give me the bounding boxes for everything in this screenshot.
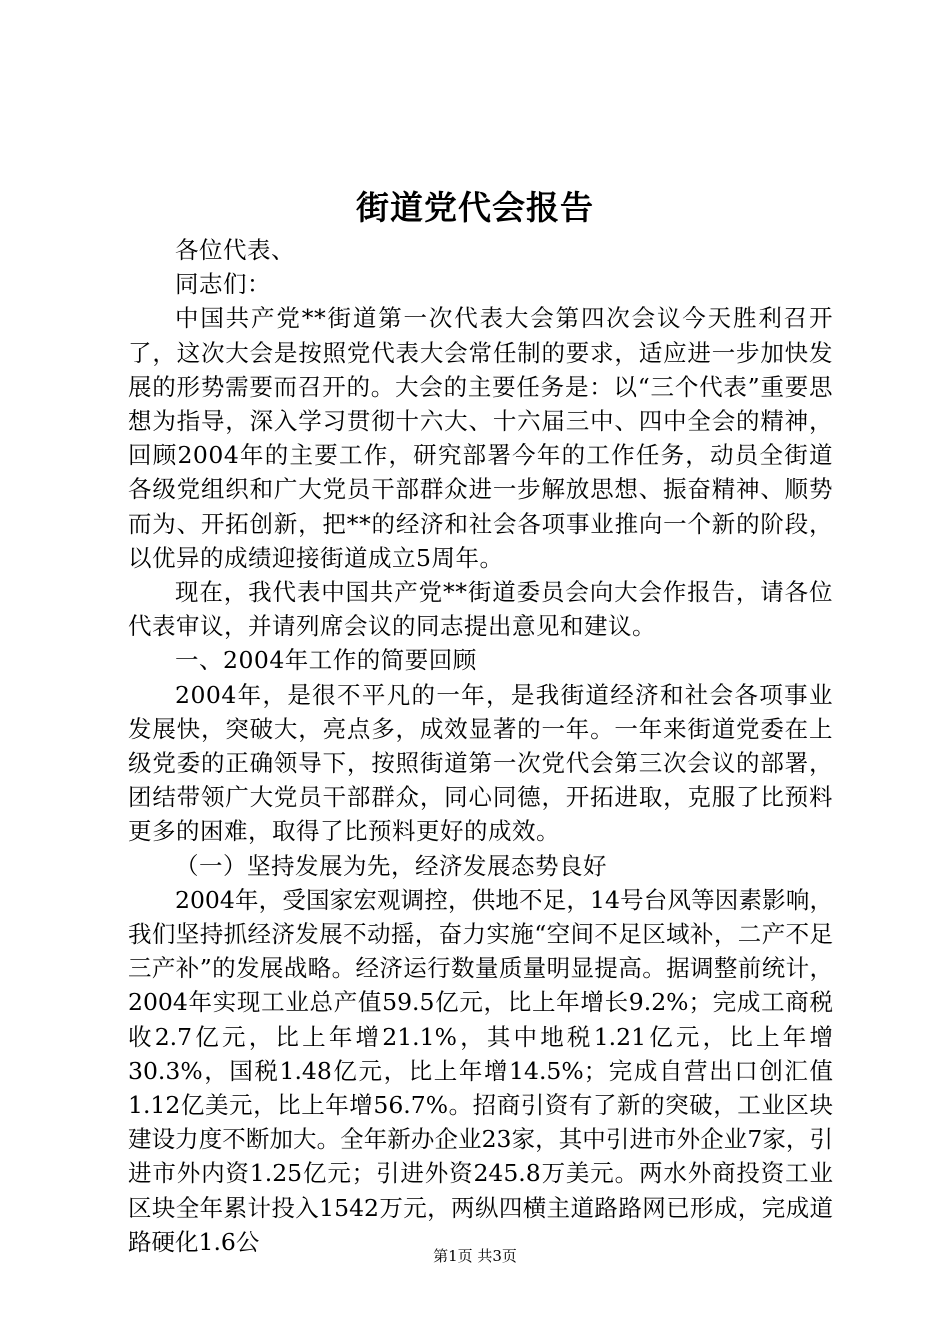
document-body <box>128 233 833 1259</box>
salutation-delegates: 各位代表、 <box>175 236 295 264</box>
subsection-heading-economy: （一）坚持发展为先，经济发展态势良好 <box>175 851 607 880</box>
report-intro-paragraph: 现在，我代表中国共产党**街道委员会向大会作报告，请各位代表审议，并请列席会议的同志提出意见和建议。 <box>128 578 833 641</box>
page-footer: 第1页 共3页 <box>433 1247 517 1265</box>
economy-details-paragraph: 2004年，受国家宏观调控，供地不足，14号台风等因素影响，我们坚持抓经济发展不动摇，奋力实施“空间不足区域补，二产不足三产补”的发展战略。经济运行数量质量明显提高。据调整前统计，2004年实现工业总产值59.5亿元，比上年增长9.2%；完成工商税收2.7亿元，比上年增21.1%，其中地税1.21亿元，比上年增30.3%，国税1.48亿元，比上年增14.5%；完成自营出口创汇值1.12亿美元，比上年增56.7%。招商引资有了新的突破，工业区块建设力度不断加大。全年新办企业23家，其中引进市外企业7家，引进市外内资1.25亿元；引进外资245.8万美元。两水外商投资工业区块全年累计投入1542万元，两纵四横主道路路网已形成，完成道路硬化1.6公 <box>128 885 833 1256</box>
section-heading-review: 一、2004年工作的简要回顾 <box>175 646 477 675</box>
document-title: 街道党代会报告 <box>356 188 594 227</box>
salutation-comrades: 同志们： <box>175 270 271 299</box>
opening-paragraph: 中国共产党**街道第一次代表大会第四次会议今天胜利召开了，这次大会是按照党代表大会常任制的要求，适应进一步加快发展的形势需要而召开的。大会的主要任务是：以“三个代表”重要思想为指导，深入学习贯彻十六大、十六届三中、四中全会的精神，回顾2004年的主要工作，研究部署今年的工作任务，动员全街道各级党组织和广大党员干部群众进一步解放思想、振奋精神、顺势而为、开拓创新，把**的经济和社会各项事业推向一个新的阶段，以优异的成绩迎接街道成立5周年。 <box>128 304 833 572</box>
review-summary-paragraph: 2004年，是很不平凡的一年，是我街道经济和社会各项事业发展快，突破大，亮点多，成效显著的一年。一年来街道党委在上级党委的正确领导下，按照街道第一次党代会第三次会议的部署，团结带领广大党员干部群众，同心同德，开拓进取，克服了比预料更多的困难，取得了比预料更好的成效。 <box>128 680 833 846</box>
